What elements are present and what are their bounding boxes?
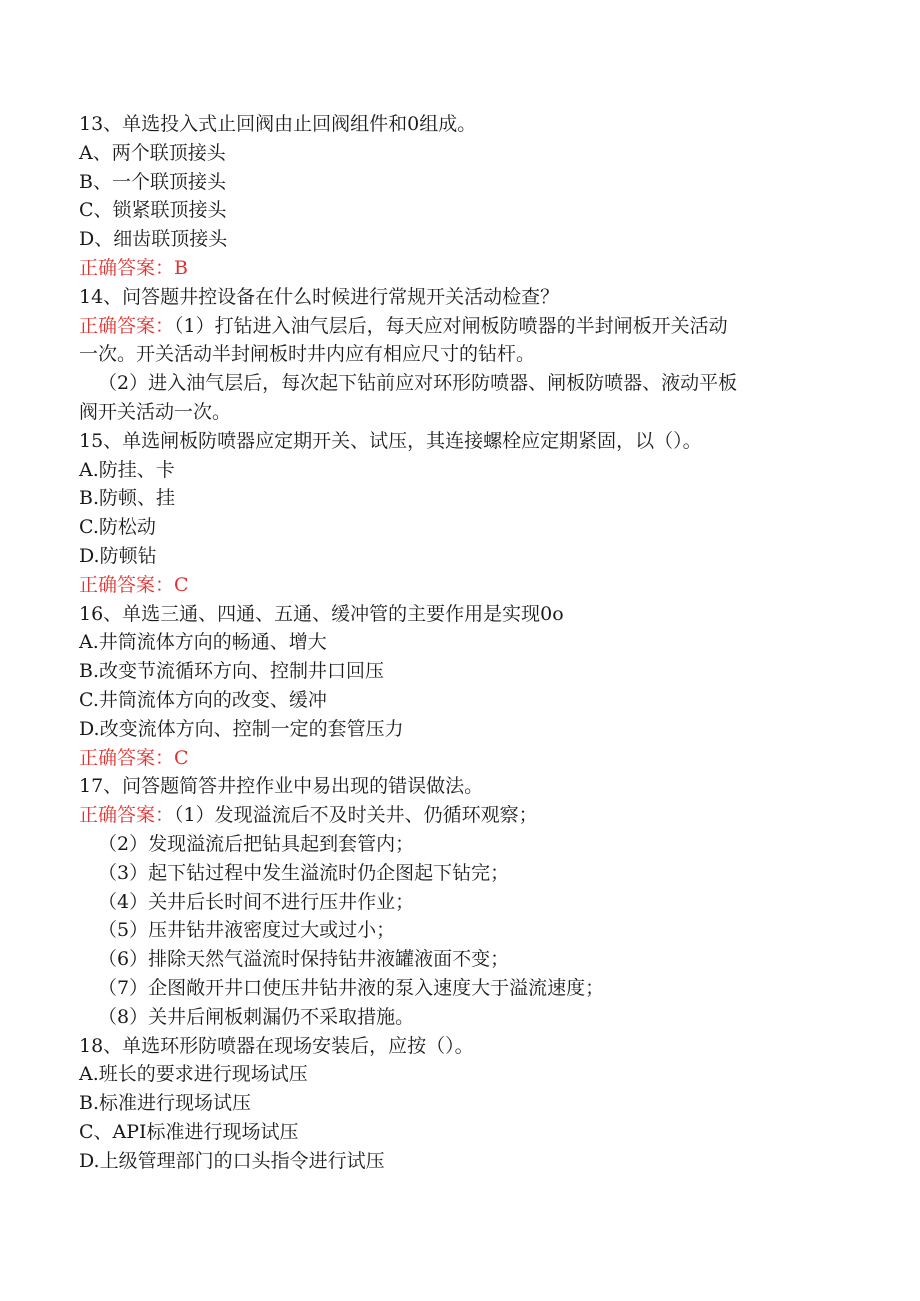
option: C.井筒流体方向的改变、缓冲 (79, 688, 327, 711)
answer-row (79, 312, 849, 341)
answer-label: 正确答案： (79, 804, 175, 827)
answer-text: （2）发现溢流后把钻具起到套管内； (98, 832, 415, 855)
option: B.防顿、挂 (79, 487, 176, 510)
answer-label: 正确答案： (79, 573, 175, 596)
question-stem: 16、单选三通、四通、五通、缓冲管的主要作用是实现0o (79, 602, 564, 625)
answer-text: 阀开关活动一次。 (79, 400, 232, 423)
option: C.防松动 (79, 516, 156, 539)
question-stem: 13、单选投入式止回阀由止回阀组件和0组成。 (79, 113, 477, 135)
answer-text: 一次。开关活动半封闸板时井内应有相应尺寸的钻杆。 (79, 343, 536, 366)
answer-value: C (174, 746, 189, 769)
question-stem: 14、问答题井控设备在什么时候进行常规开关活动检查？ (79, 285, 560, 308)
answer-row (79, 571, 849, 600)
option: D.防顿钻 (79, 544, 157, 567)
option: C、锁紧联顶接头 (79, 199, 227, 222)
answer-text: （1）打钻进入油气层后，每天应对闸板防喷器的半封闸板开关活动 (174, 314, 728, 337)
question-stem: 18、单选环形防喷器在现场安装后，应按（）。 (79, 1034, 474, 1057)
answer-row (79, 254, 849, 283)
answer-label: 正确答案： (79, 256, 175, 279)
option: A.井筒流体方向的畅通、增大 (79, 631, 327, 654)
document-page (79, 110, 849, 1175)
option: A.防挂、卡 (79, 458, 175, 481)
answer-row (79, 744, 849, 773)
question-stem: 15、单选闸板防喷器应定期开关、试压，其连接螺栓应定期紧固，以（）。 (79, 429, 702, 452)
option: B.标准进行现场试压 (79, 1092, 252, 1115)
option: D.改变流体方向、控制一定的套管压力 (79, 717, 404, 740)
option: B.改变节流循环方向、控制井口回压 (79, 660, 385, 683)
option: D、细齿联顶接头 (79, 228, 228, 251)
answer-value: C (174, 573, 189, 596)
answer-label: 正确答案： (79, 746, 175, 769)
answer-text: （2）进入油气层后，每次起下钻前应对环形防喷器、闸板防喷器、液动平板 (98, 372, 738, 395)
answer-value: B (174, 256, 188, 279)
option: D.上级管理部门的口头指令进行试压 (79, 1149, 385, 1172)
answer-text: （3）起下钻过程中发生溢流时仍企图起下钻完； (98, 861, 510, 884)
answer-text: （4）关井后长时间不进行压井作业； (98, 890, 415, 913)
option: A、两个联顶接头 (79, 141, 226, 164)
answer-text: （5）压井钻井液密度过大或过小； (98, 919, 396, 942)
option: B、一个联顶接头 (79, 170, 226, 193)
answer-text: （6）排除天然气溢流时保持钻井液罐液面不变； (98, 948, 510, 971)
option: A.班长的要求进行现场试压 (79, 1063, 308, 1086)
answer-text: （1）发现溢流后不及时关井、仍循环观察； (174, 804, 538, 827)
question-stem: 17、问答题简答井控作业中易出现的错误做法。 (79, 775, 484, 798)
option: C、API标准进行现场试压 (79, 1120, 299, 1143)
answer-label: 正确答案： (79, 314, 175, 337)
answer-text: （8）关井后闸板刺漏仍不采取措施。 (98, 1005, 415, 1028)
answer-row (79, 801, 849, 830)
answer-text: （7）企图敞开井口使压井钻井液的泵入速度大于溢流速度； (98, 976, 605, 999)
